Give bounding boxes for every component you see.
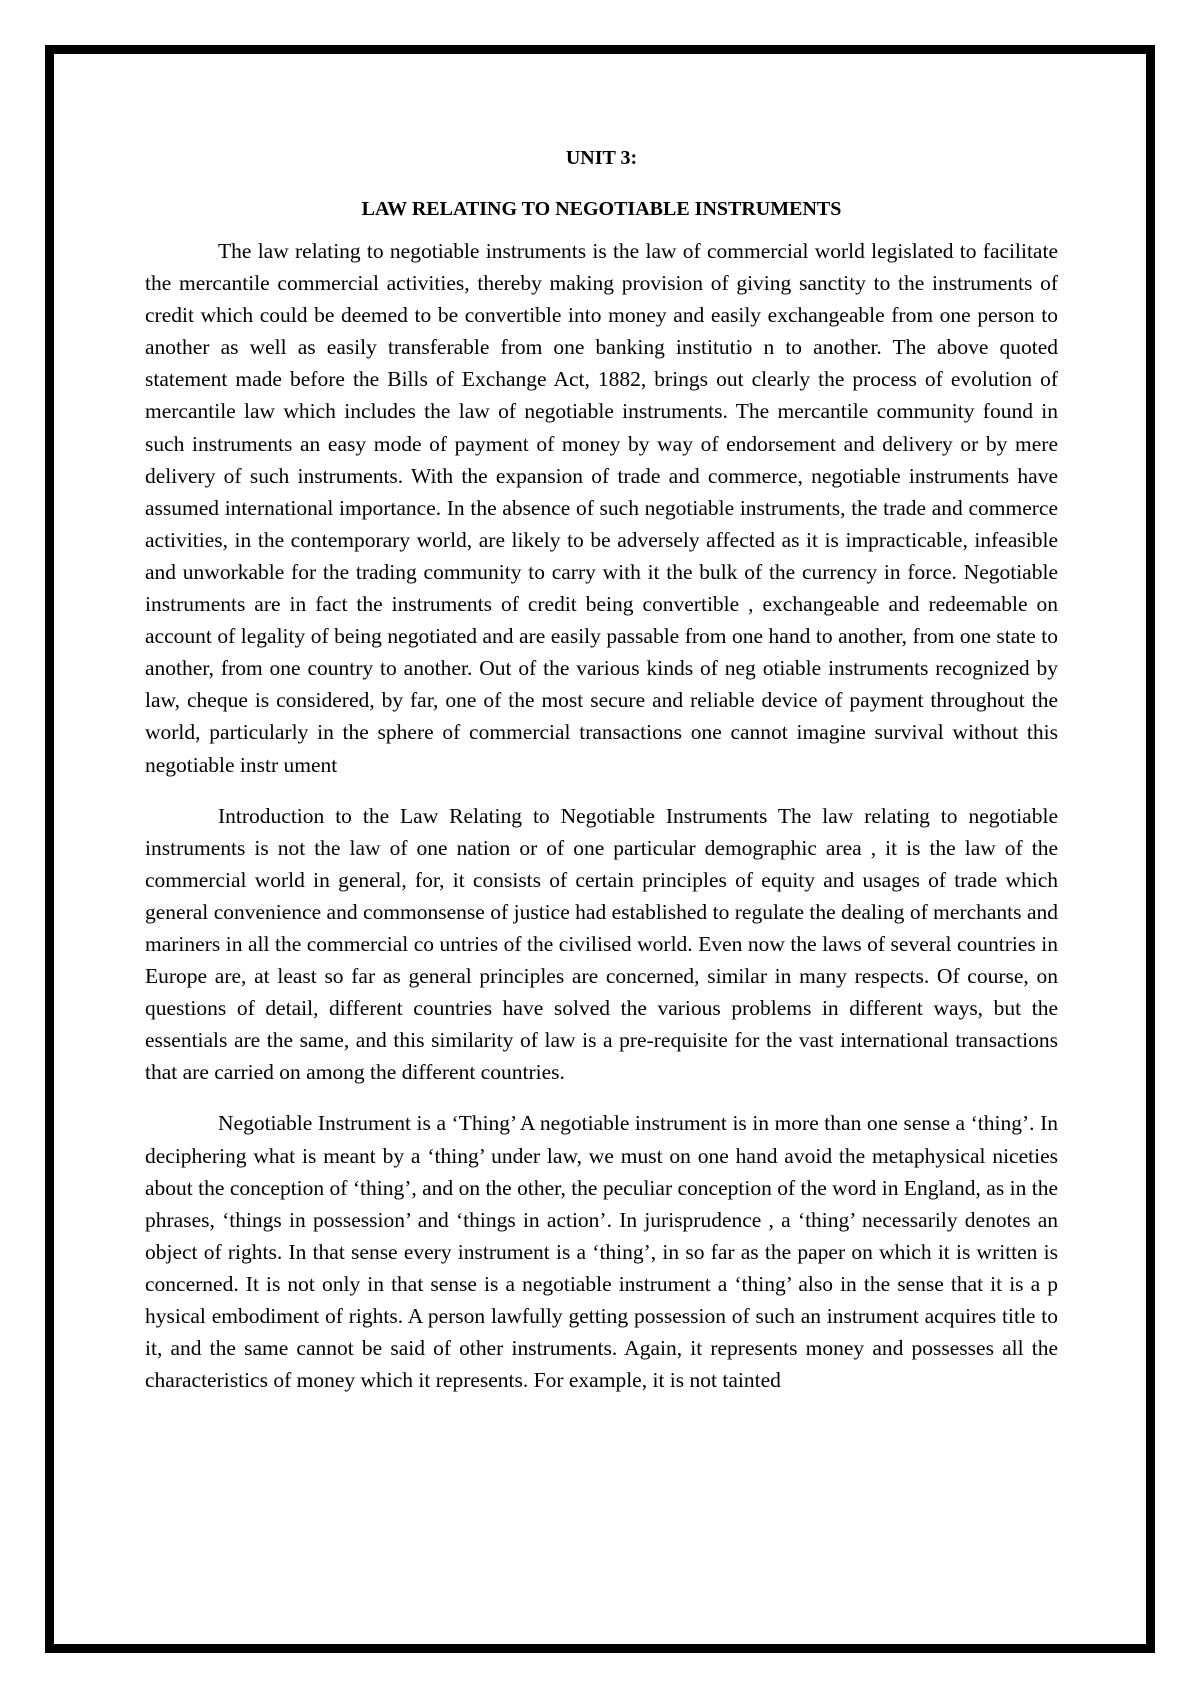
paragraph-introduction: Introduction to the Law Relating to Negotiable Instruments The law relating to negotiable instruments is not the law of one nation or of one particular demographic area , it is the law of the commercial world in general, for, it consists of certain principles of equity and usages of trade which general convenience and commonsense of justice had established to regulate the dealing of merchants and mariners in all the commercial co untries of the civilised world. Even now the laws of several countries in Europe are, at least so far as general principles are concerned, similar in many respects. Of course, on questions of detail, different countries have solved the various problems in different ways, but the essentials are the same, and this similarity of law is a pre-requisite for the vast international transactions that are carried on among the different countries. [145, 803, 1058, 1085]
document-body [145, 146, 1058, 1415]
paragraph-thing: Negotiable Instrument is a ‘Thing’ A negotiable instrument is in more than one sense a ‘thing’. In deciphering what is meant by a ‘thing’ under law, we must on one hand avoid the metaphysical niceties about the conception of ‘thing’, and on the other, the peculiar conception of the word in England, as in the phrases, ‘things in possession’ and ‘things in action’. In jurisprudence , a ‘thing’ necessarily denotes an object of rights. In that sense every instrument is a ‘thing’, in so far as the paper on which it is written is concerned. It is not only in that sense is a negotiable instrument a ‘thing’ also in the sense that it is a p hysical embodiment of rights. A person lawfully getting possession of such an instrument acquires title to it, and the same cannot be said of other instruments. Again, it represents money and possesses all the characteristics of money which it represents. For example, it is not tainted [145, 1111, 1058, 1393]
unit-heading: UNIT 3: [565, 147, 638, 169]
document-title: LAW RELATING TO NEGOTIABLE INSTRUMENTS [361, 198, 842, 220]
paragraph-intro: The law relating to negotiable instruments is the law of commercial world legislated to facilitate the mercantile commercial activities, thereby making provision of giving sanctity to the instruments of credit which could be deemed to be convertible into money and easily exchangeable from one person to another as well as easily transferable from one banking institutio n to another. The above quoted statement made before the Bills of Exchange Act, 1882, brings out clearly the process of evolution of mercantile law which includes the law of negotiable instruments. The mercantile community found in such instruments an easy mode of payment of money by way of endorsement and delivery or by mere delivery of such instruments. With the expansion of trade and commerce, negotiable instruments have assumed international importance. In the absence of such negotiable instruments, the trade and commerce activities, in the contemporary world, are likely to be adversely affected as it is impracticable, infeasible and unworkable for the trading community to carry with it the bulk of the currency in force. Negotiable instruments are in fact the instruments of credit being convertible , exchangeable and redeemable on account of legality of being negotiated and are easily passable from one hand to another, from one state to another, from one country to another. Out of the various kinds of neg otiable instruments recognized by law, cheque is considered, by far, one of the most secure and reliable device of payment throughout the world, particularly in the sphere of commercial transactions one cannot imagine survival without this negotiable instr ument [145, 239, 1058, 777]
